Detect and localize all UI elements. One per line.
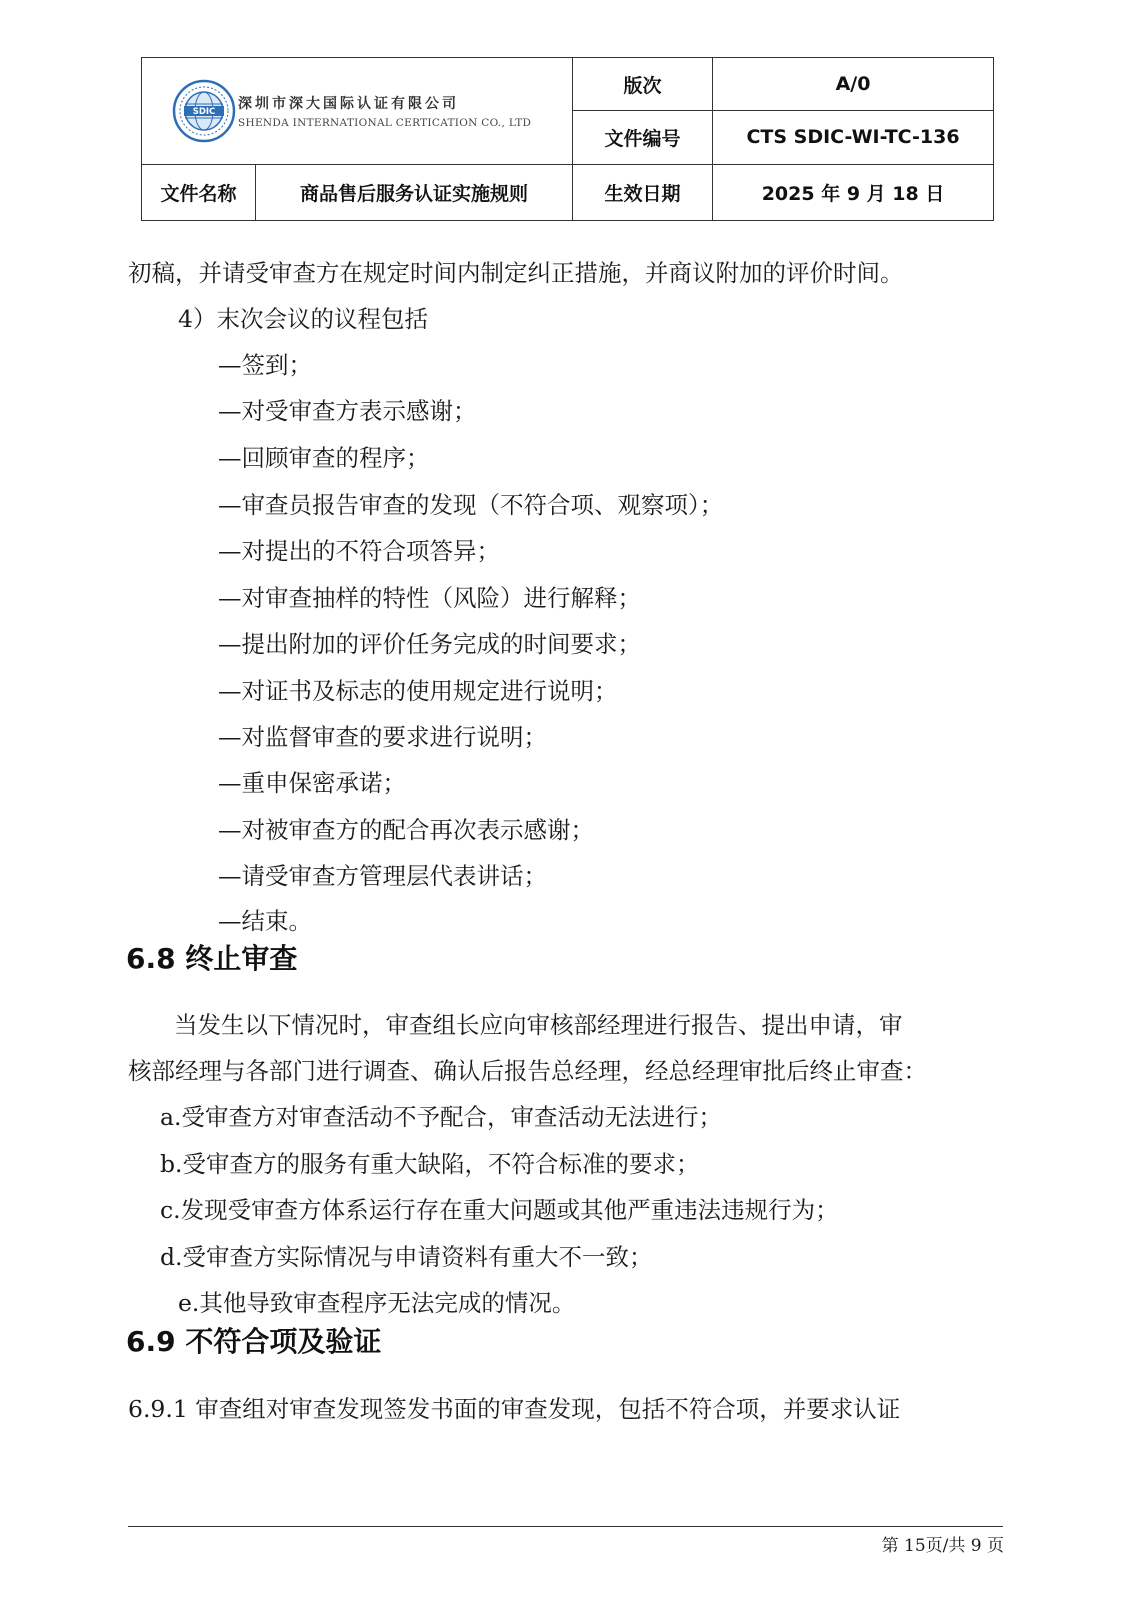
company-logo-cell	[142, 58, 573, 165]
termination-item: b.受审查方的服务有重大缺陷，不符合标准的要求；	[160, 1150, 700, 1178]
closing-meeting-heading: 4）末次会议的议程包括	[178, 305, 428, 333]
file-name-value: 商品售后服务认证实施规则	[256, 164, 573, 220]
termination-item: a.受审查方对审查活动不予配合，审查活动无法进行；	[160, 1103, 722, 1131]
termination-item: c.发现受审查方体系运行存在重大问题或其他严重违法违规行为；	[160, 1196, 839, 1224]
footer-divider	[128, 1526, 1003, 1527]
doc-number-value: CTS SDIC-WI-TC-136	[713, 111, 994, 164]
agenda-item: —签到；	[218, 351, 312, 379]
termination-item: e.其他导致审查程序无法完成的情况。	[178, 1289, 576, 1317]
section-6-8-paragraph-line2: 核部经理与各部门进行调查、确认后报告总经理，经总经理审批后终止审查：	[128, 1057, 927, 1085]
company-name-en: SHENDA INTERNATIONAL CERTICATION CO., LTD	[238, 116, 532, 129]
agenda-item: —对监督审查的要求进行说明；	[218, 723, 547, 751]
agenda-item: —结束。	[218, 907, 312, 935]
effective-date-label: 生效日期	[573, 164, 713, 220]
section-6-9-title: 6.9 不符合项及验证	[126, 1325, 382, 1358]
file-name-label: 文件名称	[142, 164, 256, 220]
intro-line: 初稿，并请受审查方在规定时间内制定纠正措施，并商议附加的评价时间。	[128, 259, 904, 287]
page-number: 第 15页/共 9 页	[881, 1536, 1004, 1556]
agenda-item: —回顾审查的程序；	[218, 444, 430, 472]
version-value: A/0	[713, 58, 994, 111]
section-6-8-title: 6.8 终止审查	[126, 942, 298, 975]
section-6-9-1-line: 6.9.1 审查组对审查发现签发书面的审查发现，包括不符合项，并要求认证	[128, 1395, 901, 1423]
agenda-item: —对证书及标志的使用规定进行说明；	[218, 677, 618, 705]
termination-item: d.受审查方实际情况与申请资料有重大不一致；	[160, 1243, 653, 1271]
agenda-item: —对受审查方表示感谢；	[218, 397, 477, 425]
agenda-item: —重申保密承诺；	[218, 769, 406, 797]
version-label: 版次	[573, 58, 713, 111]
document-header-table	[141, 57, 994, 221]
section-6-8-paragraph-line1: 当发生以下情况时，审查组长应向审核部经理进行报告、提出申请，审	[174, 1011, 903, 1039]
effective-date-value: 2025 年 9 月 18 日	[713, 164, 994, 220]
company-name-cn: 深圳市深大国际认证有限公司	[238, 95, 459, 112]
svg-text:SDIC: SDIC	[192, 106, 216, 117]
agenda-item: —对提出的不符合项答异；	[218, 537, 500, 565]
agenda-item: —对审查抽样的特性（风险）进行解释；	[218, 584, 641, 612]
doc-number-label: 文件编号	[573, 111, 713, 164]
agenda-item: —提出附加的评价任务完成的时间要求；	[218, 630, 641, 658]
agenda-item: —对被审查方的配合再次表示感谢；	[218, 816, 594, 844]
company-logo	[172, 79, 236, 143]
agenda-item: —请受审查方管理层代表讲话；	[218, 862, 547, 890]
agenda-item: —审查员报告审查的发现（不符合项、观察项）；	[218, 491, 724, 519]
